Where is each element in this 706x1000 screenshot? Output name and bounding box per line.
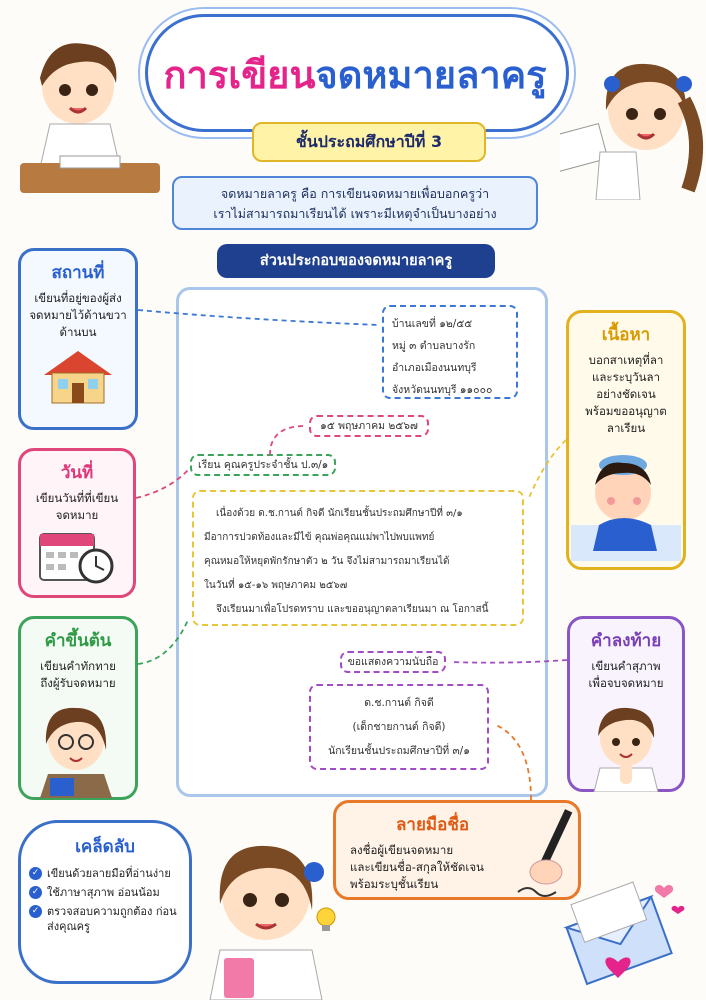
card-text: จดหมาย bbox=[55, 508, 99, 522]
tip-item: ✓ ใช้ภาษาสุภาพ อ่อนน้อม bbox=[29, 885, 181, 900]
card-text: บอกสาเหตุที่ลา bbox=[588, 353, 664, 367]
card-title: คำลงท้าย bbox=[590, 631, 662, 651]
body-line: ในวันที่ ๑๕-๑๖ พฤษภาคม ๒๕๖๗ bbox=[204, 580, 348, 591]
address-line: จังหวัดนนทบุรี ๑๑๐๐๐ bbox=[392, 384, 493, 396]
card-text: พร้อมขออนุญาต bbox=[585, 404, 667, 418]
card-text: เขียนวันที่ที่เขียน bbox=[35, 491, 119, 505]
check-icon: ✓ bbox=[29, 886, 42, 899]
card-text: เขียนคำสุภาพ bbox=[591, 659, 661, 673]
body-closing-line: จึงเรียนมาเพื่อโปรดทราบ และขออนุญาตลาเรียนมา ณ โอกาสนี้ bbox=[216, 604, 489, 615]
body-line: มีอาการปวดท้องและมีไข้ คุณพ่อคุณแม่พาไปพบแพทย์ bbox=[204, 532, 435, 543]
address-line: อำเภอเมืองนนทบุรี bbox=[392, 362, 477, 374]
card-text: จดหมายไว้ด้านขวา bbox=[29, 308, 127, 322]
card-text: และเขียนชื่อ-สกุลให้ชัดเจน bbox=[350, 860, 484, 874]
page-title: การเขียนจดหมายลาครู bbox=[163, 53, 547, 97]
letter-closing: ขอแสดงความนับถือ bbox=[340, 651, 446, 673]
tip-item: ✓ ตรวจสอบความถูกต้อง ก่อนส่งคุณครู bbox=[29, 904, 181, 934]
card-text: ลงชื่อผู้เขียนจดหมาย bbox=[350, 843, 454, 857]
address-line: บ้านเลขที่ ๑๒/๕๕ bbox=[392, 318, 473, 330]
check-icon: ✓ bbox=[29, 867, 42, 880]
signature-line: ด.ช.กานต์ กิจดี bbox=[364, 697, 434, 709]
card-title: สถานที่ bbox=[51, 263, 105, 283]
section-title: ส่วนประกอบของจดหมายลาครู bbox=[217, 244, 495, 278]
card-text: และระบุวันลา bbox=[591, 370, 661, 384]
check-icon: ✓ bbox=[29, 905, 42, 918]
address-line: หมู่ ๓ ตำบลบางรัก bbox=[392, 340, 476, 352]
card-text: อย่างชัดเจน bbox=[596, 387, 656, 401]
intro-line: เราไม่สามารถมาเรียนได้ เพราะมีเหตุจำเป็นบางอย่าง bbox=[213, 206, 497, 221]
card-title: คำขึ้นต้น bbox=[44, 631, 112, 651]
card-text: เขียนคำทักทาย bbox=[40, 659, 116, 673]
grade-level: ชั้นประถมศึกษาปีที่ 3 bbox=[252, 122, 486, 162]
card-title: วันที่ bbox=[60, 463, 94, 483]
card-title: เนื้อหา bbox=[601, 325, 651, 345]
card-text: เพื่อจบจดหมาย bbox=[588, 676, 664, 690]
tip-item: ✓ เขียนด้วยลายมือที่อ่านง่าย bbox=[29, 866, 181, 881]
card-text: ลาเรียน bbox=[606, 421, 646, 435]
body-line: คุณหมอให้หยุดพักรักษาตัว ๒ วัน จึงไม่สามารถมาเรียนได้ bbox=[204, 556, 450, 567]
signature-line: (เด็กชายกานต์ กิจดี) bbox=[352, 721, 446, 733]
card-text: ถึงผู้รับจดหมาย bbox=[40, 676, 116, 690]
letter-date: ๑๕ พฤษภาคม ๒๕๖๗ bbox=[309, 415, 429, 437]
card-title: ลายมือชื่อ bbox=[396, 815, 470, 835]
tips-title: เคล็ดลับ bbox=[75, 837, 135, 857]
signature-line: นักเรียนชั้นประถมศึกษาปีที่ ๓/๑ bbox=[328, 745, 470, 757]
card-text: ด้านบน bbox=[59, 325, 97, 339]
letter-greeting: เรียน คุณครูประจำชั้น ป.๓/๑ bbox=[190, 454, 336, 476]
card-text: พร้อมระบุชั้นเรียน bbox=[350, 877, 439, 891]
card-text: เขียนที่อยู่ของผู้ส่ง bbox=[34, 291, 122, 305]
intro-line: จดหมายลาครู คือ การเขียนจดหมายเพื่อบอกครูว่า bbox=[220, 186, 490, 201]
body-line: เนื่องด้วย ด.ช.กานต์ กิจดี นักเรียนชั้นประถมศึกษาปีที่ ๓/๑ bbox=[216, 508, 463, 519]
